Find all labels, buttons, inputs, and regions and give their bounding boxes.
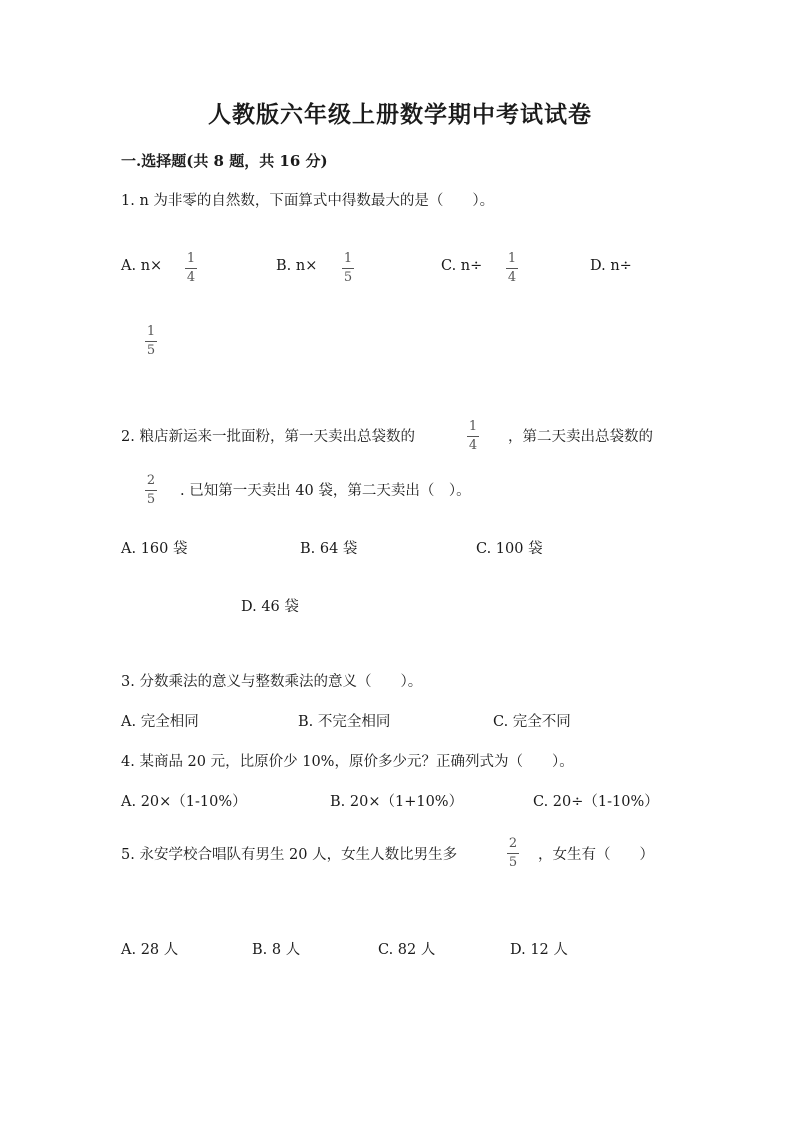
q4-option-a: A. 20×（1-10%） [121, 794, 247, 810]
q5-option-d: D. 12 人 [510, 942, 568, 958]
fraction-denominator: 4 [468, 438, 478, 453]
fraction-bar [145, 341, 157, 342]
q1-option-b: B. n× [276, 258, 318, 274]
fraction-bar [145, 490, 157, 491]
q3-option-a: A. 完全相同 [121, 714, 199, 730]
q1-option-a-fraction [185, 252, 197, 285]
fraction-numerator: 1 [507, 251, 517, 266]
q1-option-c: C. n÷ [441, 258, 483, 274]
question-5-stem-part2: ，女生有（ ） [538, 847, 654, 863]
fraction-denominator: 5 [343, 270, 353, 285]
fraction-bar [507, 853, 519, 854]
q5-option-b: B. 8 人 [252, 942, 301, 958]
q4-option-c: C. 20÷（1-10%） [533, 794, 659, 810]
q1-option-c-fraction [506, 252, 518, 285]
question-2-stem-part2: ，第二天卖出总袋数的 [508, 429, 653, 445]
q4-option-b: B. 20×（1+10%） [330, 794, 464, 810]
fraction-bar [467, 436, 479, 437]
question-2-stem-part3: . 已知第一天卖出 40 袋，第二天卖出（ ）。 [180, 483, 471, 499]
q1-option-d: D. n÷ [590, 258, 632, 274]
q1-option-d-fraction [145, 325, 157, 358]
fraction-numerator: 2 [508, 836, 518, 851]
q2-option-b: B. 64 袋 [300, 541, 358, 557]
fraction-denominator: 4 [186, 270, 196, 285]
fraction-numerator: 1 [186, 251, 196, 266]
page-title: 人教版六年级上册数学期中考试试卷 [208, 101, 592, 128]
fraction-denominator: 4 [507, 270, 517, 285]
q1-option-a: A. n× [121, 258, 163, 274]
fraction-numerator: 1 [343, 251, 353, 266]
fraction-numerator: 2 [146, 473, 156, 488]
q2-option-c: C. 100 袋 [476, 541, 543, 557]
fraction-denominator: 5 [146, 343, 156, 358]
q2-fraction-first-day [467, 420, 479, 453]
fraction-denominator: 5 [146, 492, 156, 507]
fraction-denominator: 5 [508, 855, 518, 870]
question-5-stem-part1: 5. 永安学校合唱队有男生 20 人，女生人数比男生多 [121, 847, 458, 863]
q5-option-a: A. 28 人 [121, 942, 179, 958]
q5-fraction [507, 837, 519, 870]
question-1-stem: 1. n 为非零的自然数，下面算式中得数最大的是（ ）。 [121, 193, 495, 209]
fraction-bar [342, 268, 354, 269]
fraction-bar [506, 268, 518, 269]
fraction-bar [185, 268, 197, 269]
question-2-stem-part1: 2. 粮店新运来一批面粉，第一天卖出总袋数的 [121, 429, 415, 445]
q5-option-c: C. 82 人 [378, 942, 436, 958]
q1-option-b-fraction [342, 252, 354, 285]
question-4-stem: 4. 某商品 20 元，比原价少 10%，原价多少元？正确列式为（ ）。 [121, 754, 574, 770]
fraction-numerator: 1 [468, 419, 478, 434]
section-heading: 一.选择题(共 8 题，共 16 分) [121, 152, 328, 170]
fraction-numerator: 1 [146, 324, 156, 339]
q2-option-a: A. 160 袋 [121, 541, 188, 557]
q2-option-d: D. 46 袋 [241, 599, 299, 615]
q3-option-b: B. 不完全相同 [298, 714, 391, 730]
q2-fraction-second-day [145, 474, 157, 507]
q3-option-c: C. 完全不同 [493, 714, 571, 730]
question-3-stem: 3. 分数乘法的意义与整数乘法的意义（ ）。 [121, 674, 423, 690]
